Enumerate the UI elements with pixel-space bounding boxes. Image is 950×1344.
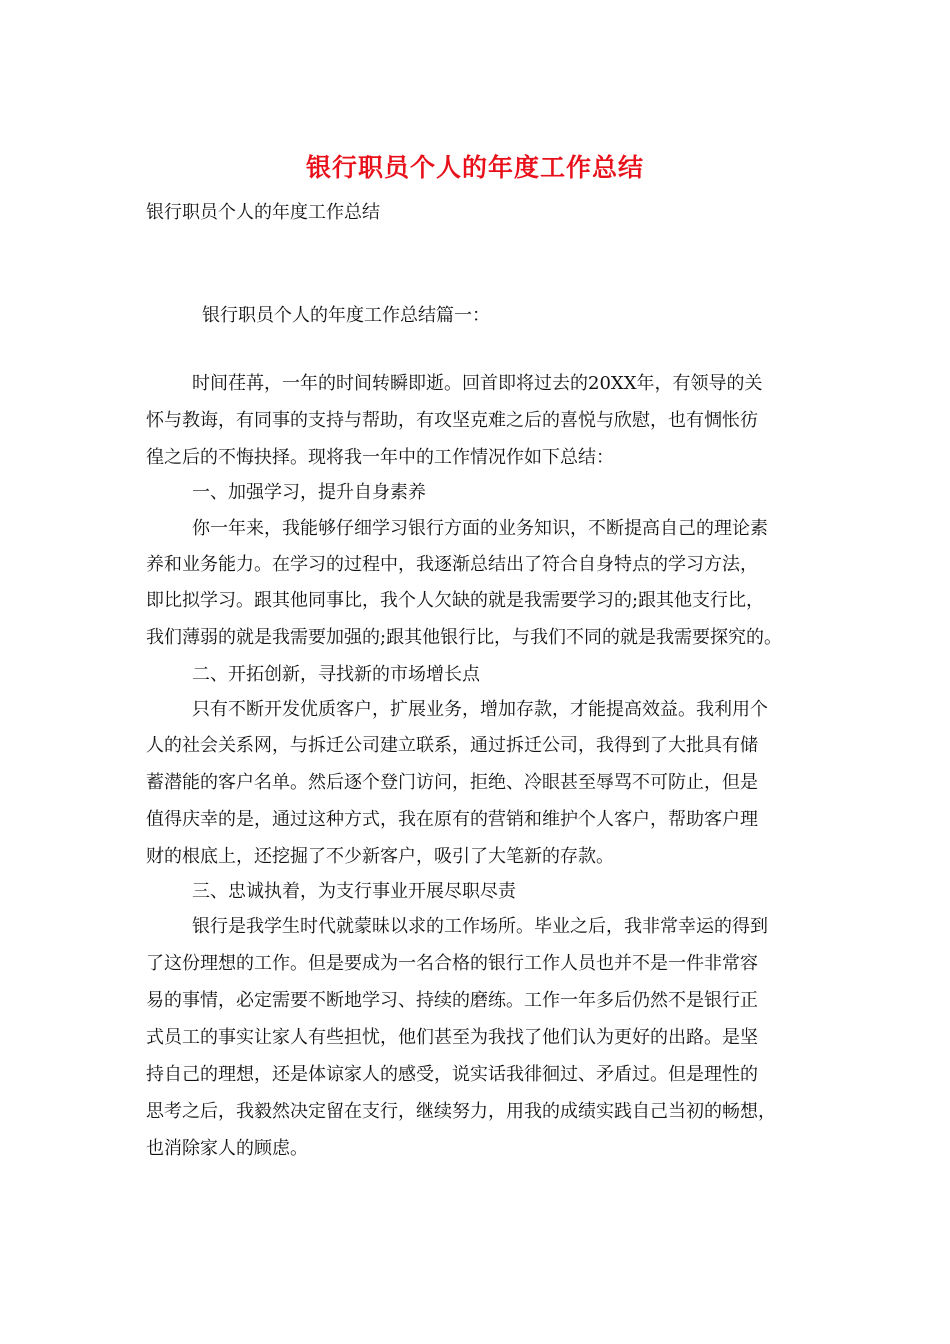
paragraph-line: 我们薄弱的就是我需要加强的;跟其他银行比，与我们不同的就是我需要探究的。: [146, 627, 783, 648]
section-heading-1: 一、加强学习，提升自身素养: [192, 482, 426, 503]
paragraph-line: 值得庆幸的是，通过这种方式，我在原有的营销和维护个人客户，帮助客户理: [146, 809, 758, 830]
section-heading: 银行职员个人的年度工作总结篇一：: [202, 305, 490, 326]
paragraph-line: 财的根底上，还挖掘了不少新客户，吸引了大笔新的存款。: [146, 846, 614, 867]
paragraph-line: 银行是我学生时代就蒙昧以求的工作场所。毕业之后，我非常幸运的得到: [192, 916, 768, 937]
document-title: 银行职员个人的年度工作总结: [305, 153, 644, 182]
paragraph-line: 养和业务能力。在学习的过程中，我逐渐总结出了符合自身特点的学习方法，: [146, 554, 758, 575]
paragraph-line: 了这份理想的工作。但是要成为一名合格的银行工作人员也并不是一件非常容: [146, 953, 758, 974]
paragraph-line: 也消除家人的顾虑。: [146, 1138, 308, 1159]
paragraph-line: 即比拟学习。跟其他同事比，我个人欠缺的就是我需要学习的;跟其他支行比，: [146, 590, 765, 611]
paragraph-line: 你一年来，我能够仔细学习银行方面的业务知识，不断提高自己的理论素: [192, 518, 768, 539]
paragraph-line: 持自己的理想，还是体谅家人的感受，说实话我徘徊过、矛盾过。但是理性的: [146, 1064, 758, 1085]
section-heading-2: 二、开拓创新，寻找新的市场增长点: [192, 664, 480, 685]
paragraph-line: 徨之后的不悔抉择。现将我一年中的工作情况作如下总结：: [146, 447, 614, 468]
paragraph-line: 易的事情，必定需要不断地学习、持续的磨练。工作一年多后仍然不是银行正: [146, 990, 758, 1011]
document-subtitle: 银行职员个人的年度工作总结: [146, 202, 380, 223]
paragraph-line: 思考之后，我毅然决定留在支行，继续努力，用我的成绩实践自己当初的畅想，: [146, 1101, 776, 1122]
section-heading-3: 三、忠诚执着，为支行事业开展尽职尽责: [192, 881, 516, 902]
paragraph-line: 怀与教诲，有同事的支持与帮助，有攻坚克难之后的喜悦与欣慰，也有惆怅彷: [146, 410, 758, 431]
paragraph-line: 式员工的事实让家人有些担忧，他们甚至为我找了他们认为更好的出路。是坚: [146, 1027, 758, 1048]
paragraph-line: 蓄潜能的客户名单。然后逐个登门访问，拒绝、冷眼甚至辱骂不可防止，但是: [146, 772, 758, 793]
paragraph-line: 人的社会关系网，与拆迁公司建立联系，通过拆迁公司，我得到了大批具有储: [146, 735, 758, 756]
paragraph-line: 时间荏苒，一年的时间转瞬即逝。回首即将过去的20XX年，有领导的关: [192, 373, 763, 394]
paragraph-line: 只有不断开发优质客户，扩展业务，增加存款，才能提高效益。我利用个: [192, 699, 768, 720]
